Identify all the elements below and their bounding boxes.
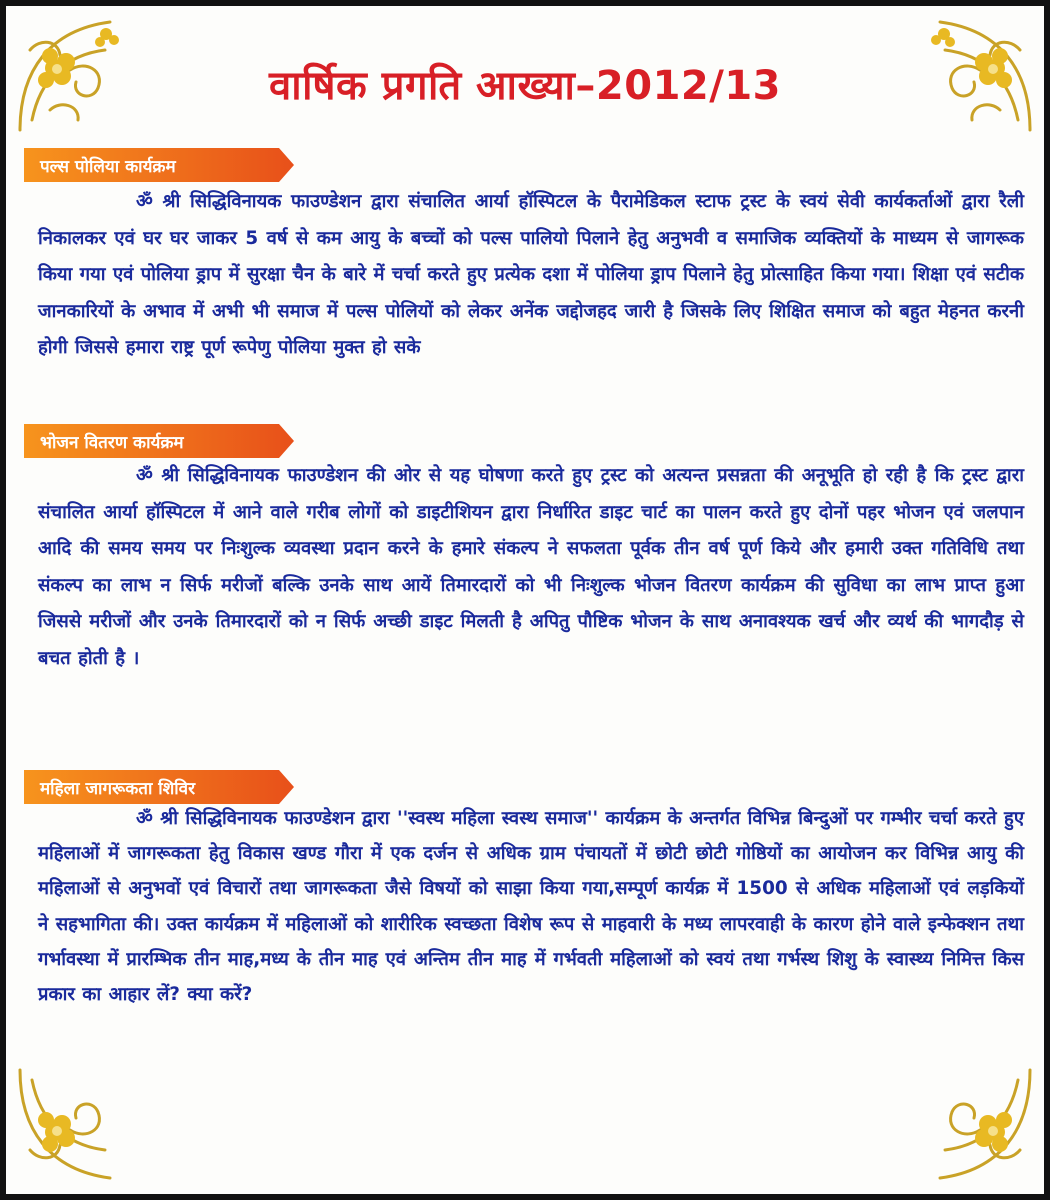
section-heading-food-distribution (24, 424, 294, 458)
section-body (38, 184, 1024, 367)
section-body (38, 458, 1024, 678)
section-body-text: ॐ श्री सिद्धिविनायक फाउण्डेशन की ओर से यह घोषणा करते हुए ट्रस्ट को अत्यन्त प्रसन्नता की अनूभूति हो रही है कि ट्रस्ट द्वारा संचालित आर्या हॉस्पिटल में आने वाले गरीब लोगों को डाइटीशियन द्वारा निर्धारित डाइट चार्ट का पालन करते हुए दोनों पहर भोजन एवं जलपान आदि की समय समय पर निःशुल्क व्यवस्था प्रदान करने के हमारे संकल्प ने सफलता पूर्वक तीन वर्ष पूर्ण किये और हमारी उक्त गतिविधि तथा संकल्प का लाभ न सिर्फ मरीजों बल्कि उनके साथ आयें तिमारदारों को भी निःशुल्क भोजन वितरण कार्यक्रम की सुविधा का लाभ प्राप्त हुआ जिससे मरीजों और उनके तिमारदारों को न सिर्फ अच्छी डाइट मिलती है अपितु पौष्टिक भोजन के साथ अनावश्यक खर्च और व्यर्थ की भागदौड़ से बचत होती है । (38, 465, 1024, 669)
section-heading-label: महिला जागरूकता शिविर (40, 779, 196, 799)
floral-corner-ornament-icon (10, 1060, 140, 1190)
section-heading-label: भोजन वितरण कार्यक्रम (40, 433, 184, 453)
section-body (38, 801, 1024, 1012)
section-body-text: ॐ श्री सिद्धिविनायक फाउण्डेशन द्वारा ''स्वस्थ महिला स्वस्थ समाज'' कार्यक्रम के अन्तर्गत विभिन्न बिन्दुओं पर गम्भीर चर्चा करते हुए महिलाओं में जागरूकता हेतु विकास खण्ड गौरा में एक दर्जन से अधिक ग्राम पंचायतों में छोटी छोटी गोष्ठियों का आयोजन कर विभिन्न आयु की महिलाओं से अनुभवों एवं विचारों तथा जागरूकता जैसे विषयों को साझा किया गया,सम्पूर्ण कार्यक्र में 1500 से अधिक महिलाओं एवं लड़कियों ने सहभागिता की। उक्त कार्यक्रम में महिलाओं को शारीरिक स्वच्छता विशेष रूप से माहवारी के मध्य लापरवाही के कारण होने वाले इन्फेक्शन तथा गर्भावस्था में प्रारम्भिक तीन माह,मध्य के तीन माह एवं अन्तिम तीन माह में गर्भवती महिलाओं को स्वयं तथा गर्भस्थ शिशु के स्वास्थ्य निमित्त किस प्रकार का आहार लें? क्या करें? (38, 808, 1024, 1006)
page-title: वार्षिक प्रगति आख्या–2012/13 (268, 63, 782, 109)
section-heading-women-awareness-camp (24, 770, 294, 804)
section-body-text: ॐ श्री सिद्धिविनायक फाउण्डेशन द्वारा संचालित आर्या हॉस्पिटल के पैरामेडिकल स्टाफ ट्रस्ट के स्वयं सेवी कार्यकर्ताओं द्वारा रैली निकालकर एवं घर घर जाकर 5 वर्ष से कम आयु के बच्चों को पल्स पालियो पिलाने हेतु अनुभवी व समाजिक व्यक्तियों के माध्यम से जागरूक किया गया एवं पोलिया ड्राप में सुरक्षा चैन के बारे में चर्चा करते हुए प्रत्येक दशा में पोलिया ड्राप पिलाने हेतु प्रोत्साहित किया गया। शिक्षा एवं सटीक जानकारियों के अभाव में अभी भी समाज में पल्स पोलियों को लेकर अनेंक जद्दोजहद जारी है जिसके लिए शिक्षित समाज को बहुत मेहनत करनी होगी जिससे हमारा राष्ट्र पूर्ण रूपेणु पोलिया मुक्त हो सके (38, 191, 1024, 359)
section-heading-pulse-polio (24, 148, 294, 182)
section-heading-label: पल्स पोलिया कार्यक्रम (40, 157, 176, 177)
floral-corner-ornament-icon (910, 1060, 1040, 1190)
